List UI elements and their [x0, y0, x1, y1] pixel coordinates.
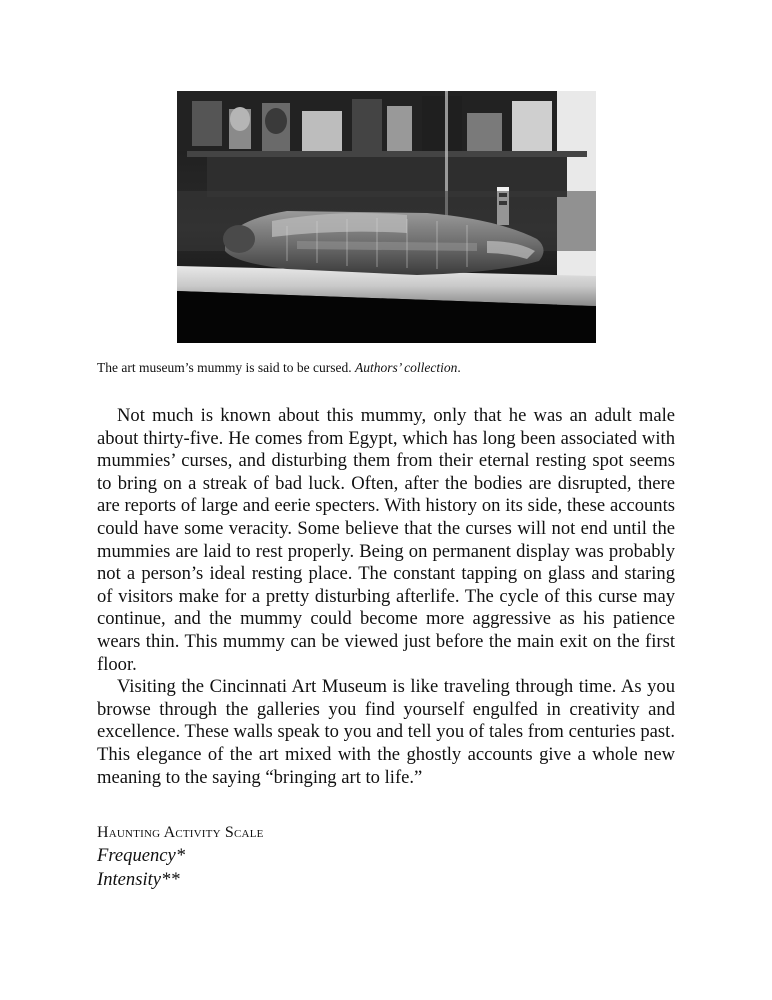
scale-heading: Haunting Activity Scale [97, 824, 264, 841]
paragraph-mummy: Not much is known about this mummy, only that he was an adult male about thirty-five. He comes from Egypt, which has long been associated with mummies’ curses, and disturbing them from their eternal resting spot seems to bring on a streak of bad luck. Often, after the bodies are disrupted, there are reports of large and eerie specters. With history on its side, these accounts could have some veracity. Some believe that the curses will not end until the mummies are laid to rest properly. Being on permanent display was probably not a person’s ideal resting place. The constant tapping on glass and staring of visitors make for a pretty disturbing afterlife. The cycle of this curse may continue, and the mummy could become more aggressive as his patience wears thin. This mummy can be viewed just before the main exit on the first floor. [97, 405, 675, 675]
photo-caption [97, 360, 677, 376]
mummy-in-display-case-image [177, 91, 596, 343]
caption-period: . [457, 360, 461, 375]
frequency-rating: Frequency* [97, 845, 186, 866]
caption-text: The art museum’s mummy is said to be cursed. [97, 360, 355, 375]
haunting-activity-scale [97, 822, 597, 892]
paragraph-museum-visit: Visiting the Cincinnati Art Museum is like traveling through time. As you browse through the galleries you find yourself engulfed in creativity and excellence. These walls speak to you and tell you of tales from centuries past. This elegance of the art mixed with the ghostly accounts give a whole new meaning to the saying “bringing art to life.” [97, 676, 675, 788]
intensity-rating: Intensity** [97, 869, 180, 890]
mummy-photo [177, 91, 596, 343]
caption-credit: Authors’ collection [354, 360, 458, 375]
body-text [97, 405, 675, 789]
